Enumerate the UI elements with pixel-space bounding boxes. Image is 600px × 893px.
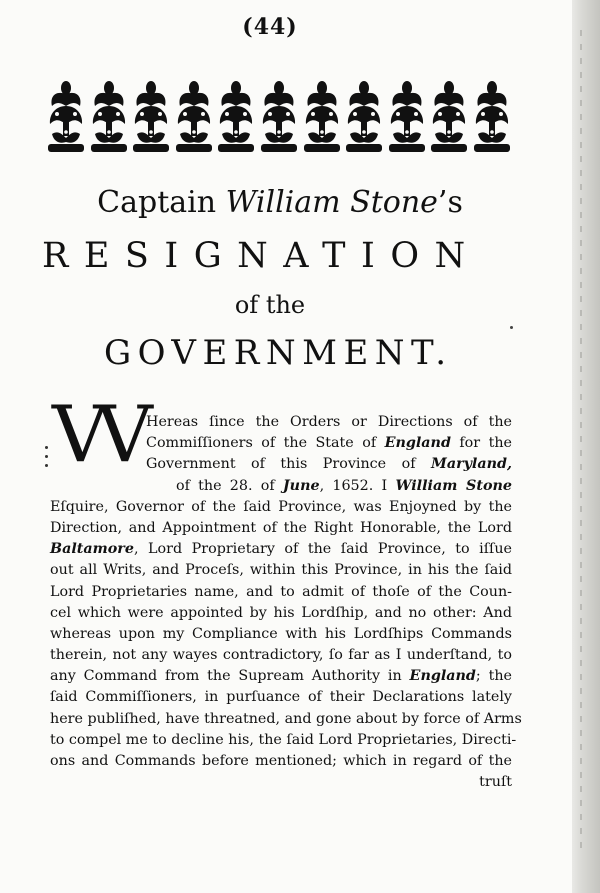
text-line (50, 666, 512, 687)
fleuron-ornament-icon (216, 76, 256, 156)
fleuron-ornament-icon (259, 76, 299, 156)
emphasized-text: June (282, 477, 320, 494)
text-line (50, 433, 512, 454)
text-line (50, 560, 512, 581)
text-run: , Lord Proprietary of the ſaid Province, to iſſue (133, 541, 512, 558)
title-prefix: Captain (97, 185, 226, 220)
text-run: out all Writs, and Proceſs, within this Province, in his the ſaid (50, 562, 512, 579)
text-line (50, 539, 512, 560)
ornament-band (46, 76, 512, 156)
text-run: to compel me to decline his, the ſaid Lord Proprietaries, Directi- (50, 731, 517, 748)
text-line (50, 624, 512, 645)
text-line (50, 772, 512, 793)
text-run: here publiſhed, have threatned, and gone about by force of Arms (50, 710, 522, 727)
emphasized-text: William Stone (395, 477, 512, 494)
text-line (50, 709, 522, 730)
text-line (50, 518, 512, 539)
text-line (50, 412, 512, 433)
emphasized-text: Baltamore (50, 541, 134, 558)
text-run: , 1652. I (319, 477, 396, 494)
title-of-the: of the (234, 291, 306, 319)
text-run: Eſquire, Governor of the ſaid Province, was Enjoyned by the (50, 498, 512, 515)
ink-speck (510, 326, 513, 329)
text-line (50, 603, 512, 624)
text-run: truſt (479, 774, 512, 791)
text-line (50, 497, 512, 518)
emphasized-text: England (409, 668, 476, 685)
text-run: cel which were appointed by his Lordſhip, and no other: And (50, 604, 512, 621)
text-run: therein, not any wayes contradictory, ſo far as I underſtand, to (50, 647, 512, 664)
text-run: Direction, and Appointment of the Right Honorable, the Lord (50, 519, 512, 536)
fleuron-ornament-icon (46, 76, 86, 156)
title-name: William Stone (225, 185, 438, 220)
text-line (50, 582, 512, 603)
fleuron-ornament-icon (344, 76, 384, 156)
text-run: any Command from the Supream Authority in (50, 668, 410, 685)
fleuron-ornament-icon (429, 76, 469, 156)
emphasized-text: England (384, 435, 451, 452)
text-line (50, 476, 512, 497)
text-run: Commiſſioners of the State of (146, 435, 385, 452)
text-run: Lord Proprietaries name, and to admit of thoſe of the Coun- (50, 583, 512, 600)
text-line (50, 751, 512, 772)
title-suffix: ’s (437, 185, 463, 220)
title-line-captain (0, 185, 560, 220)
fleuron-ornament-icon (472, 76, 512, 156)
text-line (50, 687, 512, 708)
fleuron-ornament-icon (131, 76, 171, 156)
text-run: ſaid Commiſſioners, in purſuance of their Declarations lately (50, 689, 512, 706)
text-line (50, 645, 512, 666)
text-run: Government of this Province of (146, 456, 431, 473)
drop-cap: VV (52, 390, 141, 480)
fleuron-ornament-icon (387, 76, 427, 156)
body-text (50, 412, 522, 793)
text-run: of the 28. of (176, 477, 283, 494)
text-run: whereas upon my Compliance with his Lordſhips Commands (50, 625, 512, 642)
text-run: for the (450, 435, 512, 452)
emphasized-text: Maryland, (431, 456, 512, 473)
title-resignation: RESIGNATION (42, 236, 481, 276)
fleuron-ornament-icon (174, 76, 214, 156)
fleuron-ornament-icon (89, 76, 129, 156)
text-run: ; the (475, 668, 512, 685)
fleuron-ornament-icon (302, 76, 342, 156)
text-line (50, 454, 512, 475)
text-run: ons and Commands before mentioned; which in regard of the (50, 753, 512, 769)
page-number: (44) (242, 14, 298, 40)
title-government: GOVERNMENT. (104, 333, 453, 373)
page-edge-shadow (572, 0, 600, 893)
text-run: Hereas ſince the Orders or Directions of the (146, 414, 512, 430)
text-line (50, 730, 517, 751)
